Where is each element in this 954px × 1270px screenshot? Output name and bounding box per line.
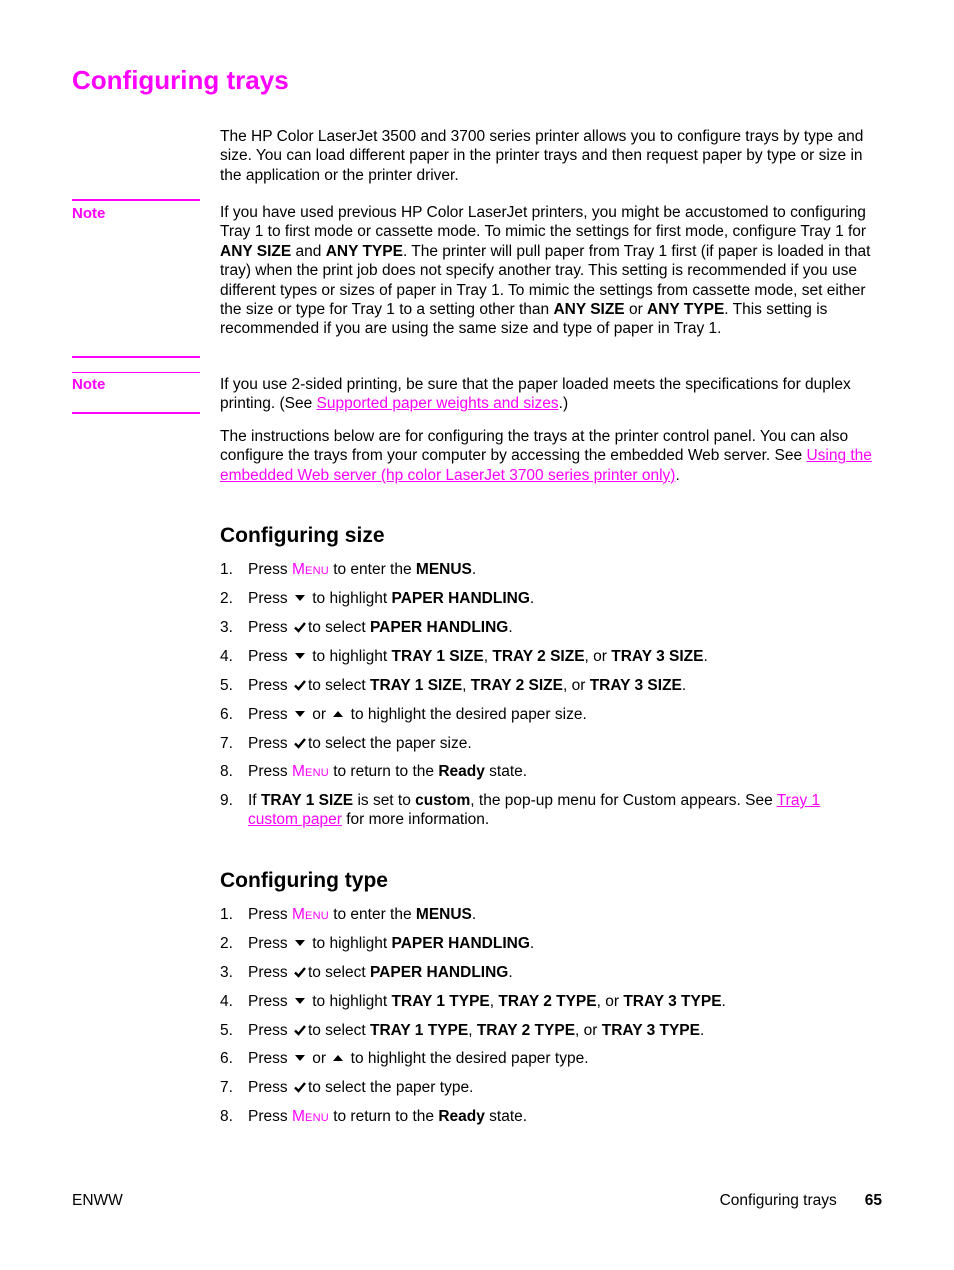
note-label: Note bbox=[72, 376, 106, 393]
note-1-text: If you have used previous HP Color LaserJet printers, you might be accustomed to configuring Tray 1 to first mode or cassette mode. To mimic the settings for first mode, configure Tray 1 for ANY SIZE and ANY TYPE. The printer will pull paper from Tray 1 first (if paper is loaded in that tray) when the print job does not specify another tray. This setting is recommended if you use different types or sizes of paper in Tray 1. To mimic the settings from cassette mode, set either the size or type for Tray 1 to a setting other than ANY SIZE or ANY TYPE. This setting is recommended if you are using the same size and type of paper in Tray 1. bbox=[220, 204, 871, 338]
menu-key: Menu bbox=[291, 906, 329, 923]
down-arrow-icon bbox=[293, 649, 307, 663]
note-bottom-rule bbox=[72, 356, 200, 358]
page-title: Configuring trays bbox=[72, 65, 289, 95]
page-number: 65 bbox=[864, 1192, 882, 1209]
configuring-type-heading: Configuring type bbox=[220, 869, 388, 892]
down-arrow-icon bbox=[293, 994, 307, 1008]
checkmark-icon bbox=[293, 736, 307, 750]
intro-paragraph: The HP Color LaserJet 3500 and 3700 series printer allows you to configure trays by type and size. You can load different paper in the printer trays and then request paper by type or size in the application or the printer driver. bbox=[220, 128, 864, 184]
note-label: Note bbox=[72, 205, 106, 222]
menu-key: Menu bbox=[291, 763, 329, 780]
footer-enww: ENWW bbox=[72, 1192, 123, 1209]
checkmark-icon bbox=[293, 965, 307, 979]
footer-right bbox=[720, 1192, 882, 1210]
down-arrow-icon bbox=[293, 1051, 307, 1065]
down-arrow-icon bbox=[293, 936, 307, 950]
note-bottom-rule bbox=[72, 412, 200, 414]
menu-key: Menu bbox=[291, 561, 329, 578]
checkmark-icon bbox=[293, 678, 307, 692]
up-arrow-icon bbox=[331, 707, 345, 721]
checkmark-icon bbox=[293, 620, 307, 634]
configuring-size-heading: Configuring size bbox=[220, 524, 385, 547]
embedded-web-server-link[interactable]: Using the embedded Web server (hp color LaserJet 3700 series printer only) bbox=[220, 447, 872, 484]
down-arrow-icon bbox=[293, 707, 307, 721]
checkmark-icon bbox=[293, 1023, 307, 1037]
supported-paper-link[interactable]: Supported paper weights and sizes bbox=[316, 395, 559, 413]
checkmark-icon bbox=[293, 1080, 307, 1094]
tray1-custom-paper-link[interactable]: Tray 1 custom paper bbox=[248, 792, 821, 829]
up-arrow-icon bbox=[331, 1051, 345, 1065]
menu-key: Menu bbox=[291, 1108, 329, 1125]
down-arrow-icon bbox=[293, 591, 307, 605]
footer-section-title: Configuring trays bbox=[719, 1192, 837, 1209]
note-top-rule bbox=[72, 199, 200, 201]
instructions-paragraph: The instructions below are for configuring the trays at the printer control panel. You can also configure the trays from your computer by accessing the embedded Web server. See Using the embedded Web server (hp color LaserJet 3700 series printer only). bbox=[220, 428, 872, 484]
note-top-rule bbox=[72, 372, 200, 373]
note-2-text: If you use 2-sided printing, be sure that the paper loaded meets the specifications for duplex printing. (See Supported paper weights and sizes.) bbox=[220, 376, 851, 413]
